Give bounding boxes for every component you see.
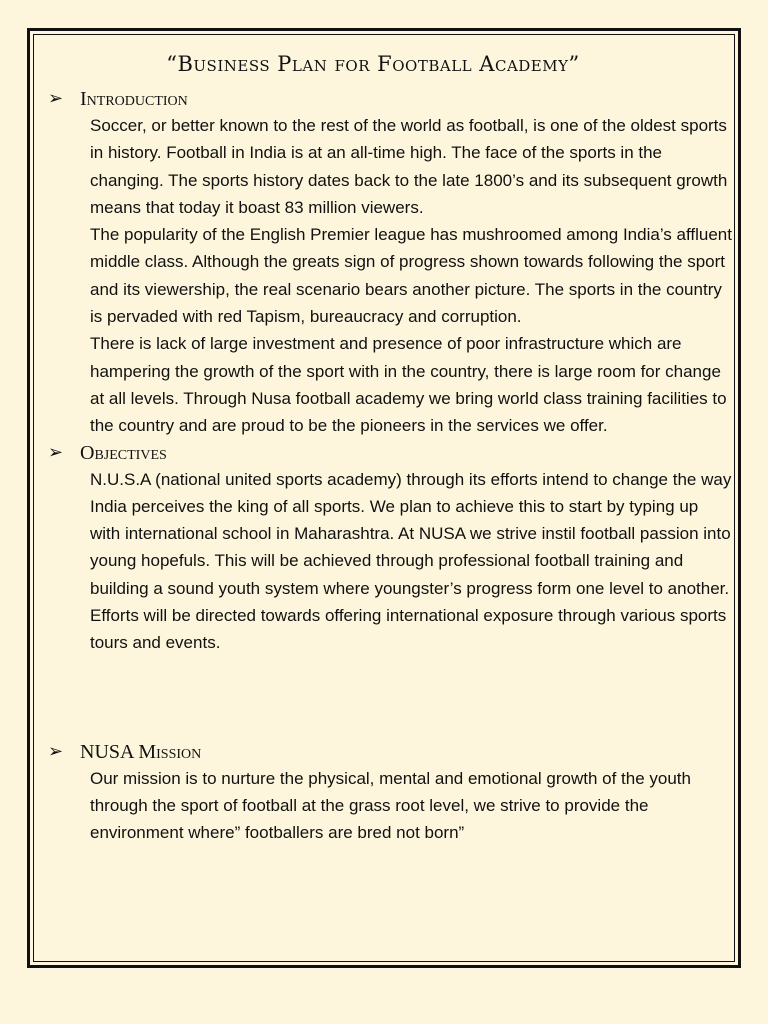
section-heading-text: Objectives (80, 441, 167, 464)
paragraph: Soccer, or better known to the rest of the world as football, is one of the oldest sports in history. Football in India is at an all-time high. The face of the sports in the changing. The sports history dates back to the late 1800’s and its subsequent growth means that today it boast 83 million viewers. (90, 116, 728, 217)
spacer (62, 657, 732, 739)
section-heading-text: Introduction (80, 88, 188, 110)
section-heading (48, 739, 732, 765)
arrow-bullet-icon: ➢ (48, 740, 64, 762)
document-content (48, 48, 732, 847)
section-heading (48, 86, 732, 112)
section-heading-text: NUSA Mission (80, 740, 202, 763)
section-objectives (48, 440, 732, 657)
arrow-bullet-icon: ➢ (48, 441, 64, 463)
document-title: “Business Plan for Football Academy” (166, 52, 580, 76)
section-heading (48, 440, 732, 466)
paragraph: N.U.S.A (national united sports academy) through its efforts intend to change the way India perceives the king of all sports. We plan to achieve this to start by typing up with international school in Maharashtra. At NUSA we strive instil football passion into young hopefuls. This will be achieved through professional football training and building a sound youth system where youngster’s progress form one level to another. Efforts will be directed towards offering international exposure through various sports tours and events. (90, 469, 732, 653)
section-mission (48, 739, 732, 847)
paragraph: Our mission is to nurture the physical, mental and emotional growth of the youth through the sport of football at the grass root level, we strive to provide the environment where” footballers are bred not born” (90, 768, 691, 843)
section-introduction (48, 86, 732, 440)
arrow-bullet-icon: ➢ (48, 88, 64, 109)
paragraph: There is lack of large investment and presence of poor infrastructure which are hampering the growth of the sport with in the country, there is large room for change at all levels. Through Nusa football academy we bring world class training facilities to the country and are proud to be the pioneers in the services we offer. (90, 334, 727, 436)
paragraph: The popularity of the English Premier league has mushroomed among India’s affluent middle class. Although the greats sign of progress shown towards following the sport and its viewership, the real scenario bears another picture. The sports in the country is pervaded with red Tapism, bureaucracy and corruption. (90, 225, 732, 327)
